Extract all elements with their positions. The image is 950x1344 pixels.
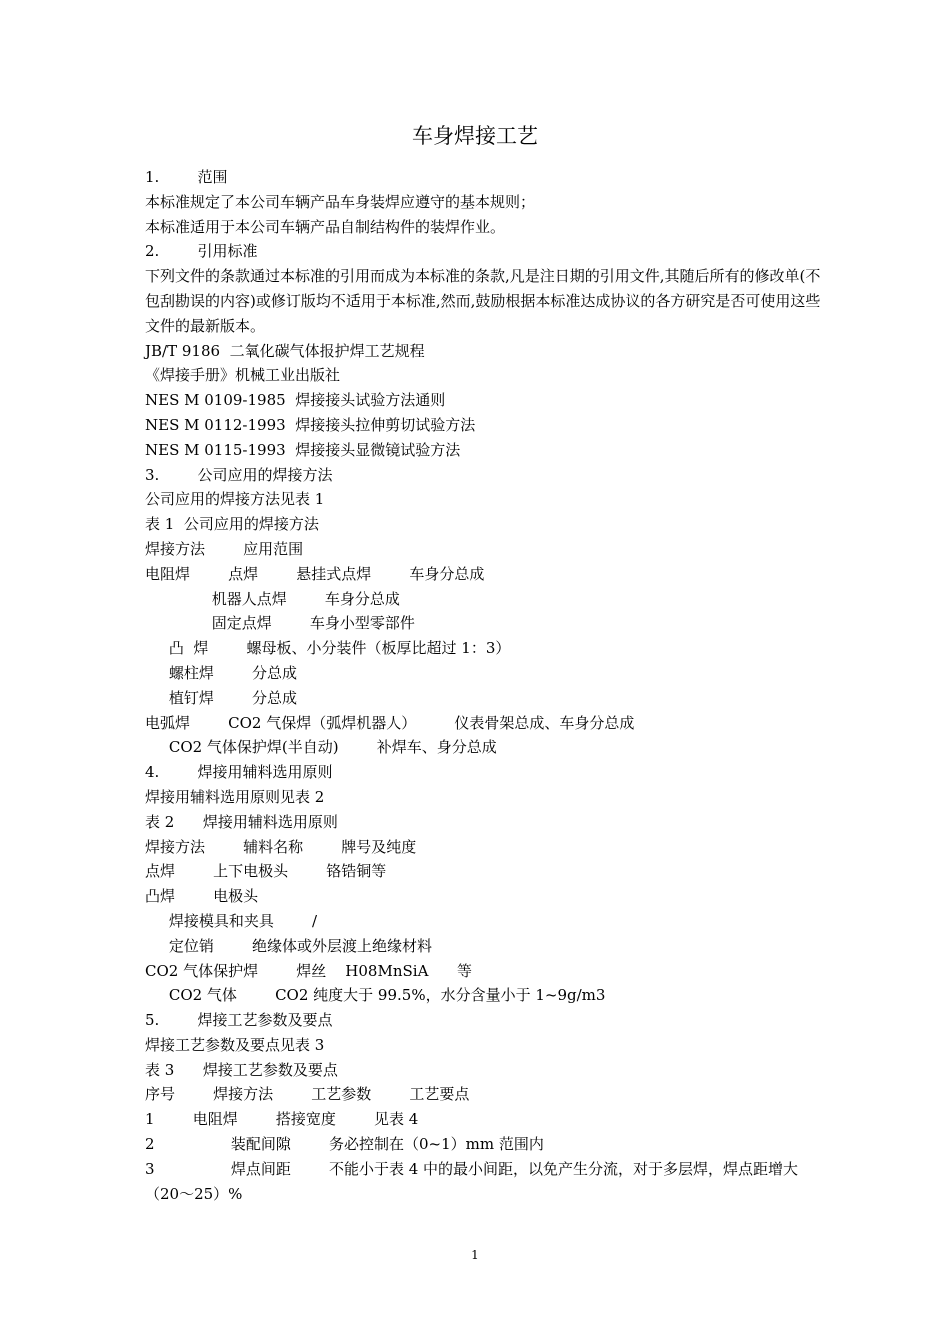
table-row: 螺柱焊 分总成 xyxy=(145,663,297,682)
table-row: CO2 气体保护焊(半自动) 补焊车、身分总成 xyxy=(145,738,497,757)
table-row: 序号 焊接方法 工艺参数 工艺要点 xyxy=(145,1085,470,1104)
paragraph: 下列文件的条款通过本标准的引用而成为本标准的条款,凡是注日期的引用文件,其随后所有的修改单(不包刮勘误的内容)或修订版均不适用于本标准,然而,鼓励根据本标准达成协议的各方研究是否可使用这些文件的最新版本。 xyxy=(145,267,821,335)
table-row: 焊接方法 辅料名称 牌号及纯度 xyxy=(145,837,417,856)
table-row: 1 电阻焊 搭接宽度 见表 4 xyxy=(145,1110,419,1129)
table-row: 3 焊点间距 不能小于表 4 中的最小间距，以免产生分流，对于多层焊，焊点距增大（20～25）% xyxy=(145,1159,799,1203)
document-body xyxy=(145,165,825,1206)
paragraph-line: 本标准规定了本公司车辆产品车身装焊应遵守的基本规则； xyxy=(145,192,536,211)
paragraph-line: 本标准适用于本公司车辆产品自制结构件的装焊作业。 xyxy=(145,217,506,236)
reference-item: NES M 0112-1993 焊接接头拉伸剪切试验方法 xyxy=(145,415,476,434)
table-row: 凸 焊 螺母板、小分装件（板厚比超过 1：3） xyxy=(145,639,511,658)
table-caption: 表 1 公司应用的焊接方法 xyxy=(145,515,319,534)
table-row: 机器人点焊 车身分总成 xyxy=(145,589,400,608)
table-row: 定位销 绝缘体或外层渡上绝缘材料 xyxy=(145,936,432,955)
table-caption: 表 2 焊接用辅料选用原则 xyxy=(145,812,338,831)
table-row: 焊接方法 应用范围 xyxy=(145,539,304,558)
table-row: 固定点焊 车身小型零部件 xyxy=(145,614,415,633)
paragraph-line: 焊接工艺参数及要点见表 3 xyxy=(145,1035,325,1054)
table-row: 凸焊 电极头 xyxy=(145,887,259,906)
table-row: 点焊 上下电极头 铬锆铜等 xyxy=(145,862,387,881)
section-heading: 5. 焊接工艺参数及要点 xyxy=(145,1011,333,1030)
reference-item: NES M 0109-1985 焊接接头试验方法通则 xyxy=(145,391,446,410)
table-row: 电阻焊 点焊 悬挂式点焊 车身分总成 xyxy=(145,564,485,583)
section-heading: 4. 焊接用辅料选用原则 xyxy=(145,763,333,782)
reference-item: NES M 0115-1993 焊接接头显微镜试验方法 xyxy=(145,440,461,459)
table-row: CO2 气体 CO2 纯度大于 99.5%，水分含量小于 1~9g/m3 xyxy=(145,986,606,1005)
table-row: 植钉焊 分总成 xyxy=(145,688,297,707)
reference-item: JB/T 9186 二氧化碳气体报护焊工艺规程 xyxy=(145,341,425,360)
table-row: CO2 气体保护焊 焊丝 H08MnSiA 等 xyxy=(145,961,473,980)
section-heading: 1. 范围 xyxy=(145,168,228,186)
table-row: 焊接模具和夹具 / xyxy=(145,911,318,930)
section-heading: 3. 公司应用的焊接方法 xyxy=(145,465,333,484)
paragraph-line: 焊接用辅料选用原则见表 2 xyxy=(145,787,325,806)
table-row: 2 装配间隙 务必控制在（0~1）mm 范围内 xyxy=(145,1135,544,1154)
page-number: 1 xyxy=(471,1248,479,1262)
document-title: 车身焊接工艺 xyxy=(412,124,538,148)
table-caption: 表 3 焊接工艺参数及要点 xyxy=(145,1060,338,1079)
paragraph-line: 公司应用的焊接方法见表 1 xyxy=(145,490,325,509)
reference-item: 《焊接手册》机械工业出版社 xyxy=(145,366,341,385)
section-heading: 2. 引用标准 xyxy=(145,242,258,261)
table-row: 电弧焊 CO2 气保焊（弧焊机器人） 仪表骨架总成、车身分总成 xyxy=(145,713,635,732)
